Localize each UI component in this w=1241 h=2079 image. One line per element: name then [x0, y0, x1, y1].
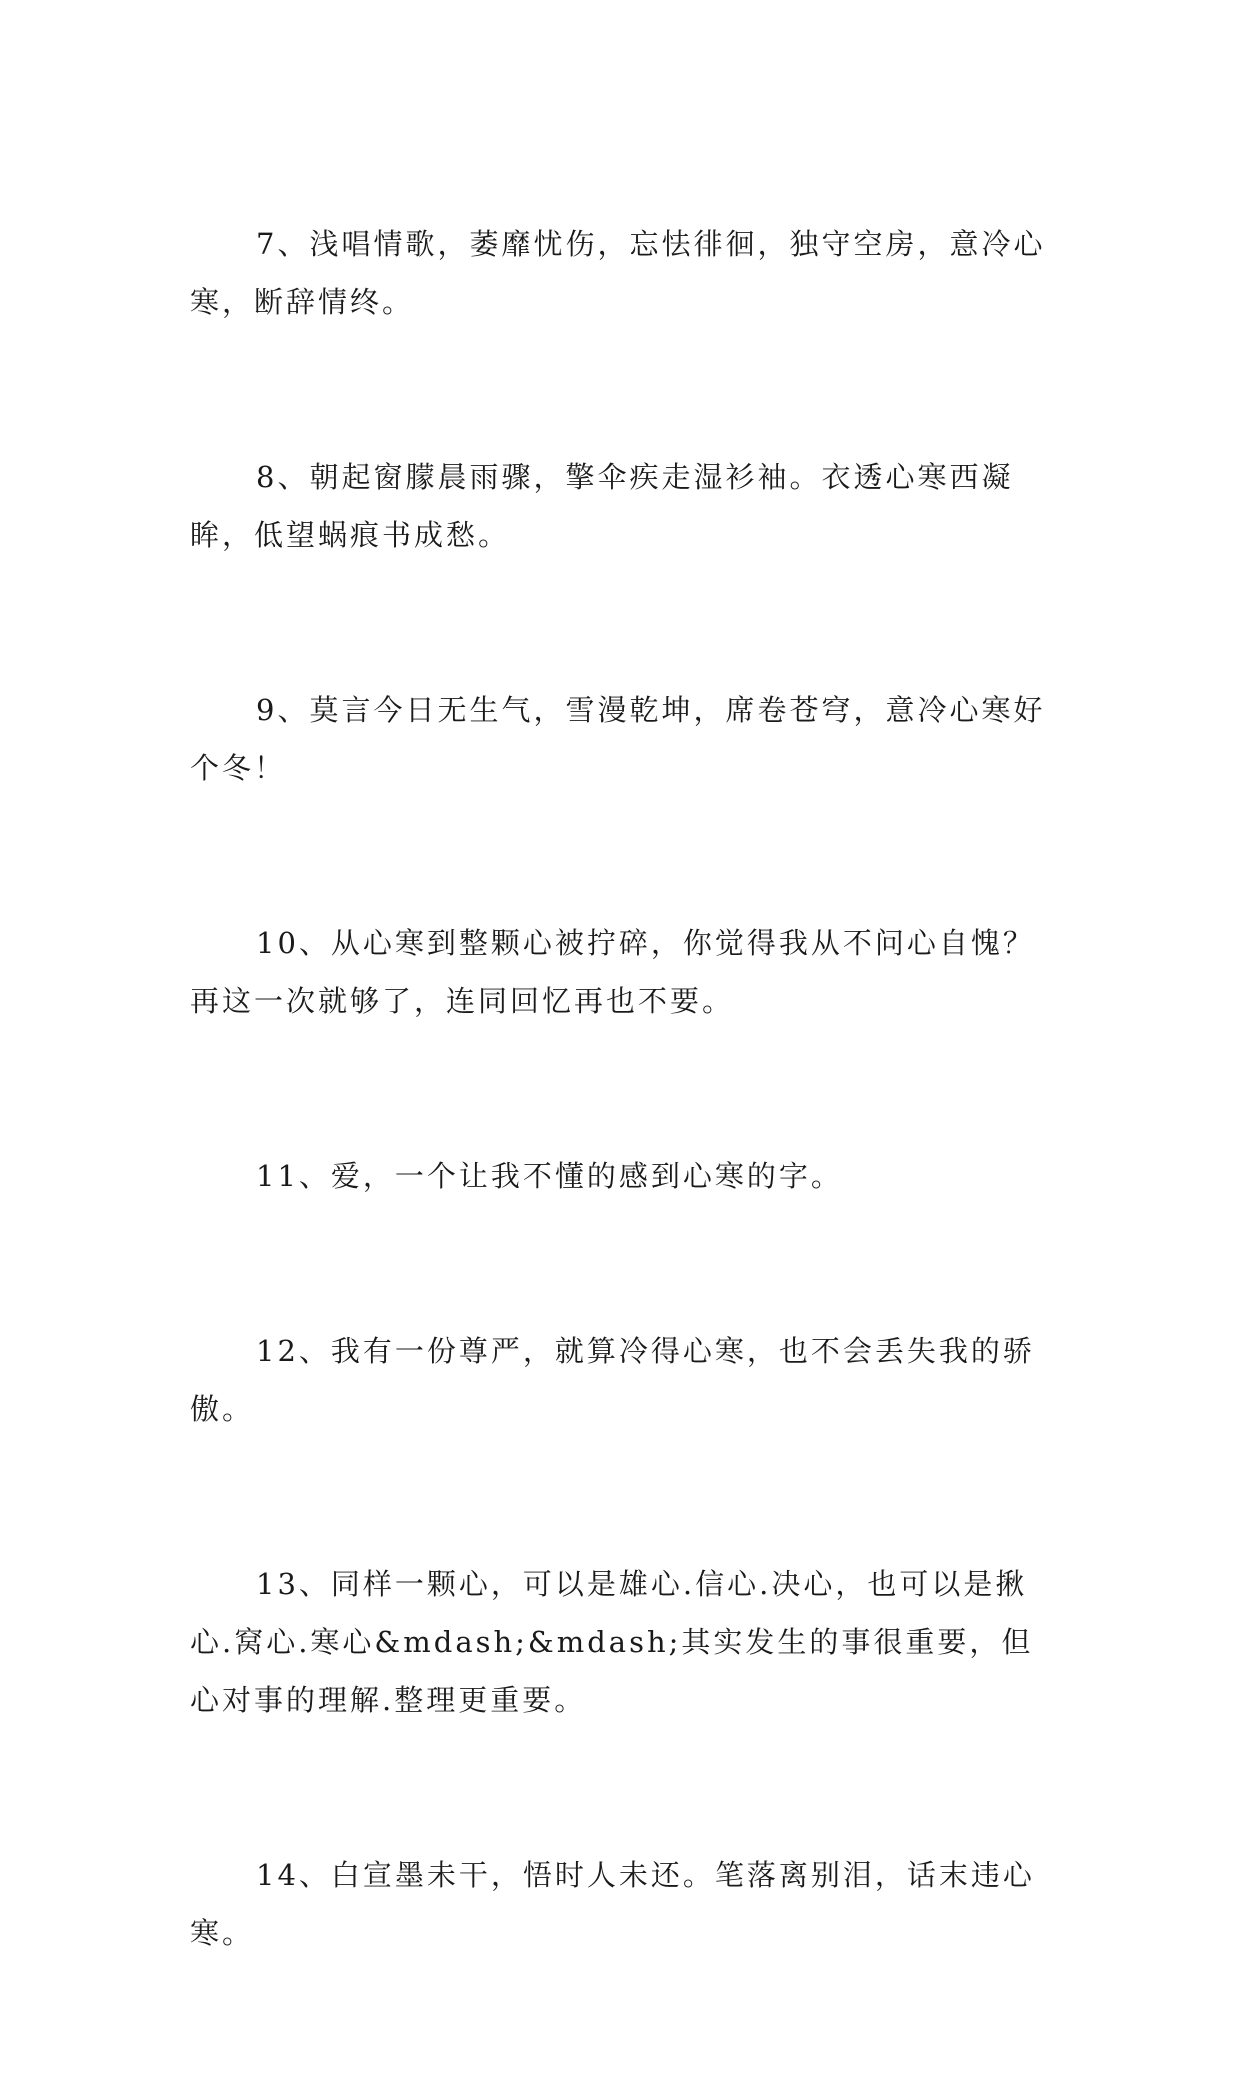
paragraph-8: 8、朝起窗朦晨雨骤，擎伞疾走湿衫袖。衣透心寒西凝眸，低望蜗痕书成愁。	[190, 460, 1014, 552]
paragraph-7: 7、浅唱情歌，萎靡忧伤，忘怯徘徊，独守空房，意冷心寒，断辞情终。	[190, 227, 1046, 319]
paragraph-14: 14、白宣墨未干，悟时人未还。笔落离别泪，话末违心寒。	[190, 1858, 1035, 1950]
paragraph-11: 11、爱，一个让我不懂的感到心寒的字。	[256, 1159, 843, 1193]
document-body	[190, 215, 1055, 2079]
paragraph-12: 12、我有一份尊严，就算冷得心寒，也不会丢失我的骄傲。	[190, 1334, 1035, 1426]
paragraph-9: 9、莫言今日无生气，雪漫乾坤，席卷苍穹，意冷心寒好个冬！	[190, 693, 1046, 785]
paragraph-10: 10、从心寒到整颗心被拧碎，你觉得我从不问心自愧？再这一次就够了，连同回忆再也不要。	[190, 926, 1035, 1018]
paragraph-13: 13、同样一颗心，可以是雄心.信心.决心，也可以是揪心.窝心.寒心&mdash;&mdash;其实发生的事很重要，但心对事的理解.整理更重要。	[190, 1567, 1034, 1717]
